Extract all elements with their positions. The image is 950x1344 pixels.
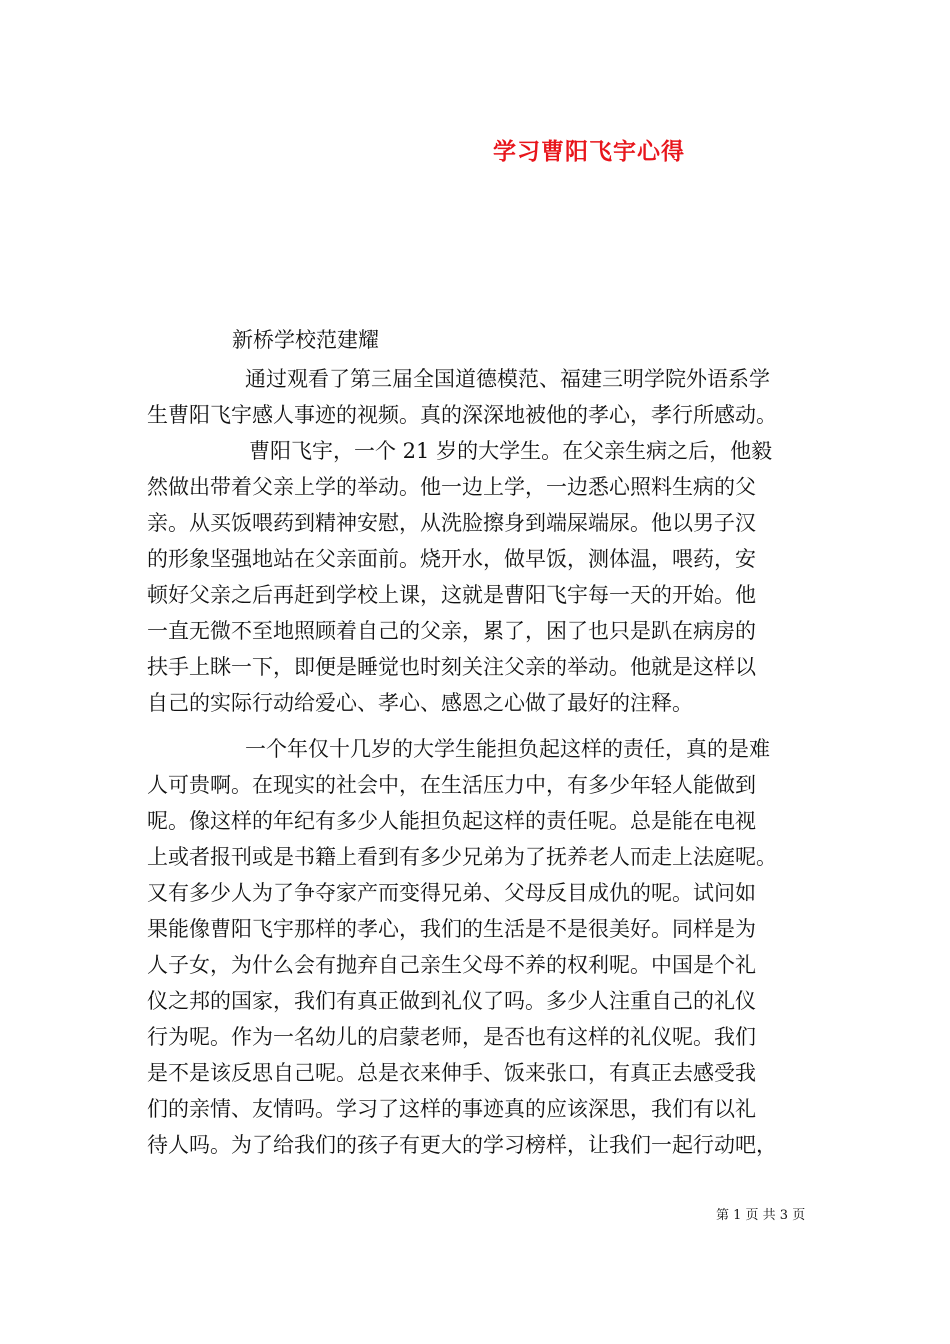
paragraph-2-line-6: 一直无微不至地照顾着自己的父亲，累了，困了也只是趴在病房的	[147, 619, 756, 643]
paragraph-1-line-1: 通过观看了第三届全国道德模范、福建三明学院外语系学	[245, 367, 770, 391]
paragraph-3-line-3: 呢。像这样的年纪有多少人能担负起这样的责任呢。总是能在电视	[147, 809, 756, 833]
paragraph-2-line-8: 自己的实际行动给爱心、孝心、感恩之心做了最好的注释。	[147, 691, 693, 715]
paragraph-2-line-4: 的形象坚强地站在父亲面前。烧开水，做早饭，测体温，喂药，安	[147, 547, 756, 571]
paragraph-2-line-2: 然做出带着父亲上学的举动。他一边上学，一边悉心照料生病的父	[147, 475, 756, 499]
paragraph-2-line-1: 曹阳飞宇，一个 21 岁的大学生。在父亲生病之后，他毅	[249, 439, 773, 463]
paragraph-2-line-5: 顿好父亲之后再赶到学校上课，这就是曹阳飞宇每一天的开始。他	[147, 583, 756, 607]
paragraph-3-line-7: 人子女，为什么会有抛弃自己亲生父母不养的权利呢。中国是个礼	[147, 953, 756, 977]
paragraph-3-line-9: 行为呢。作为一名幼儿的启蒙老师，是否也有这样的礼仪呢。我们	[147, 1025, 756, 1049]
document-title: 学习曹阳飞宇心得	[493, 138, 685, 165]
paragraph-2-line-3: 亲。从买饭喂药到精神安慰，从洗脸擦身到端屎端尿。他以男子汉	[147, 511, 756, 535]
page-number-footer: 第 1 页 共 3 页	[716, 1208, 806, 1223]
paragraph-3-line-4: 上或者报刊或是书籍上看到有多少兄弟为了抚养老人而走上法庭呢。	[147, 845, 777, 869]
paragraph-3-line-11: 们的亲情、友情吗。学习了这样的事迹真的应该深思，我们有以礼	[147, 1097, 756, 1121]
paragraph-3-line-1: 一个年仅十几岁的大学生能担负起这样的责任，真的是难	[245, 737, 770, 761]
author-line: 新桥学校范建耀	[232, 328, 379, 352]
paragraph-2-line-7: 扶手上眯一下，即便是睡觉也时刻关注父亲的举动。他就是这样以	[147, 655, 756, 679]
paragraph-3-line-5: 又有多少人为了争夺家产而变得兄弟、父母反目成仇的呢。试问如	[147, 881, 756, 905]
paragraph-3-line-6: 果能像曹阳飞宇那样的孝心，我们的生活是不是很美好。同样是为	[147, 917, 756, 941]
paragraph-3-line-12: 待人吗。为了给我们的孩子有更大的学习榜样，让我们一起行动吧，	[147, 1133, 777, 1157]
paragraph-1-line-2: 生曹阳飞宇感人事迹的视频。真的深深地被他的孝心，孝行所感动。	[147, 403, 777, 427]
paragraph-3-line-2: 人可贵啊。在现实的社会中，在生活压力中，有多少年轻人能做到	[147, 773, 756, 797]
paragraph-3-line-10: 是不是该反思自己呢。总是衣来伸手、饭来张口，有真正去感受我	[147, 1061, 756, 1085]
paragraph-3-line-8: 仪之邦的国家，我们有真正做到礼仪了吗。多少人注重自己的礼仪	[147, 989, 756, 1013]
